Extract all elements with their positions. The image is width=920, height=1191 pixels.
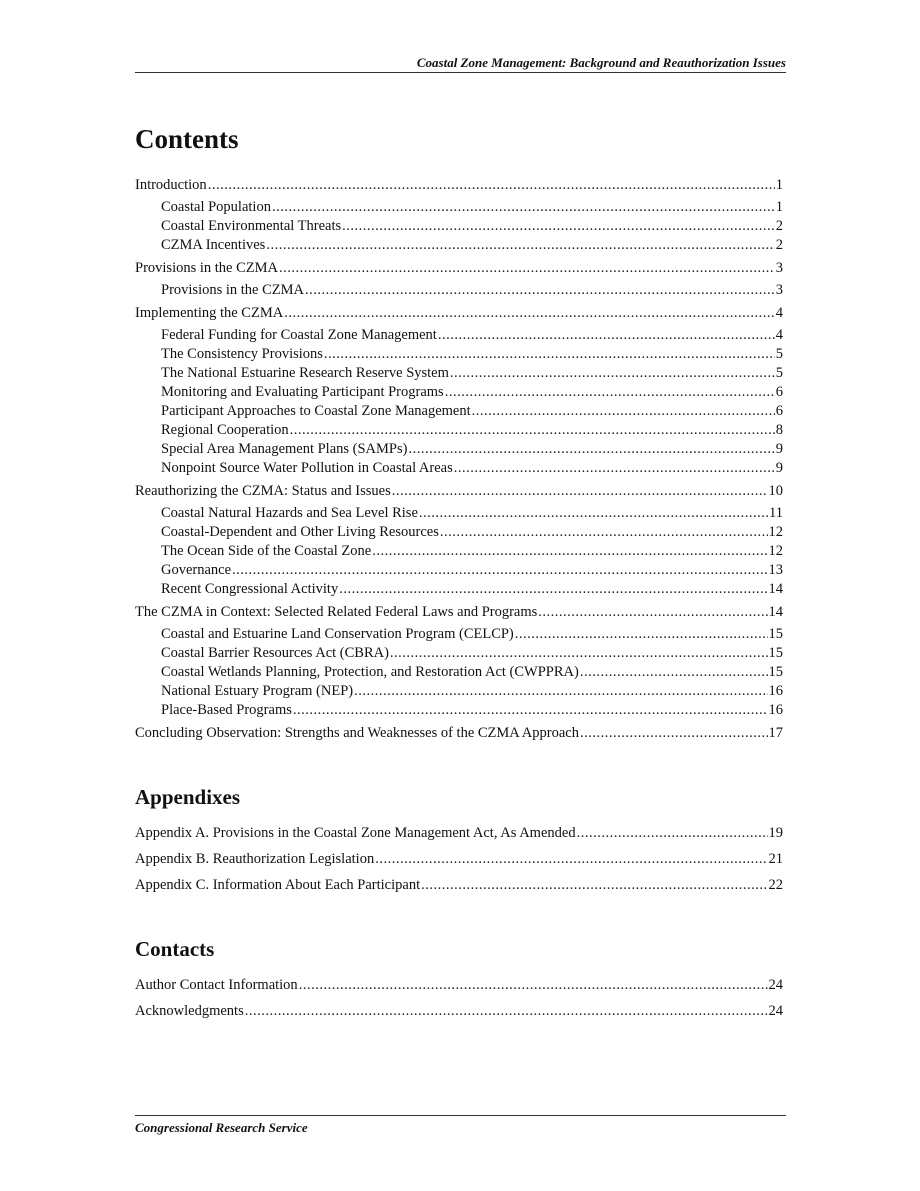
toc-entry-page: 9 (775, 441, 783, 457)
toc-entry[interactable] (161, 580, 783, 598)
toc-entry-title: Federal Funding for Coastal Zone Management (161, 327, 437, 343)
dot-leader (515, 625, 768, 643)
dot-leader (419, 504, 768, 522)
toc-entry-page: 15 (768, 664, 783, 680)
toc-entry-title: Concluding Observation: Strengths and Weaknesses of the CZMA Approach (135, 725, 579, 741)
toc-entry[interactable] (161, 625, 783, 643)
dot-leader (438, 326, 775, 344)
toc-entry-title: Governance (161, 562, 232, 578)
toc-entry-page: 13 (768, 562, 783, 578)
toc-entry-title: Provisions in the CZMA (161, 282, 304, 298)
toc-entry-page: 6 (775, 403, 783, 419)
toc-entry[interactable] (161, 236, 783, 254)
dot-leader (375, 850, 767, 868)
contents-title: Contents (135, 124, 239, 154)
toc-entry-title: Coastal Barrier Resources Act (CBRA) (161, 645, 389, 661)
toc-entry[interactable] (161, 701, 783, 719)
toc-entry-title: Introduction (135, 177, 207, 193)
toc-entry-title: Regional Cooperation (161, 422, 289, 438)
toc-entry[interactable] (135, 1002, 783, 1020)
toc-entry[interactable] (161, 364, 783, 382)
toc-entry[interactable] (161, 383, 783, 401)
dot-leader (450, 364, 775, 382)
dot-leader (472, 402, 775, 420)
toc-entry-page: 9 (775, 460, 783, 476)
toc-entry-title: Recent Congressional Activity (161, 581, 339, 597)
dot-leader (580, 724, 768, 742)
footer-divider (135, 1115, 786, 1116)
toc-entry[interactable] (135, 824, 783, 842)
toc-entry-title: The CZMA in Context: Selected Related Federal Laws and Programs (135, 604, 538, 620)
dot-leader (392, 482, 768, 500)
toc-entry-page: 4 (775, 327, 783, 343)
toc-entry-page: 14 (768, 581, 783, 597)
toc-entry[interactable] (135, 850, 783, 868)
toc-entry[interactable] (161, 682, 783, 700)
toc-entry[interactable] (161, 198, 783, 216)
dot-leader (272, 198, 775, 216)
toc-entry-title: Participant Approaches to Coastal Zone Management (161, 403, 471, 419)
toc-entry-title: The Consistency Provisions (161, 346, 323, 362)
dot-leader (290, 421, 775, 439)
toc-entry-page: 12 (768, 543, 783, 559)
toc-entry-page: 1 (775, 199, 783, 215)
toc-entry-title: Provisions in the CZMA (135, 260, 278, 276)
toc-entry-title: Acknowledgments (135, 1003, 244, 1019)
toc-entry-title: Appendix C. Information About Each Participant (135, 877, 421, 893)
dot-leader (577, 824, 768, 842)
dot-leader (339, 580, 767, 598)
toc-entry-page: 21 (768, 851, 783, 867)
toc-entry-page: 24 (768, 1003, 783, 1019)
toc-entry[interactable] (135, 176, 783, 194)
toc-entry[interactable] (161, 326, 783, 344)
toc-entry-title: CZMA Incentives (161, 237, 266, 253)
dot-leader (454, 459, 775, 477)
dot-leader (284, 304, 775, 322)
toc-entry-title: Author Contact Information (135, 977, 298, 993)
dot-leader (266, 236, 774, 254)
toc-entry[interactable] (161, 440, 783, 458)
toc-entry-page: 8 (775, 422, 783, 438)
dot-leader (390, 644, 768, 662)
toc-entry-page: 1 (775, 177, 783, 193)
dot-leader (354, 682, 767, 700)
toc-entry-title: Special Area Management Plans (SAMPs) (161, 441, 408, 457)
toc-entry-title: Coastal-Dependent and Other Living Resources (161, 524, 439, 540)
toc-entry-page: 22 (768, 877, 783, 893)
toc-entry-page: 14 (768, 604, 783, 620)
dot-leader (421, 876, 767, 894)
toc-entry[interactable] (135, 724, 783, 742)
toc-entry-page: 15 (768, 626, 783, 642)
toc-entry-title: Appendix B. Reauthorization Legislation (135, 851, 375, 867)
toc-entry[interactable] (135, 603, 783, 621)
toc-entry-page: 16 (768, 702, 783, 718)
toc-entry-page: 24 (768, 977, 783, 993)
dot-leader (445, 383, 775, 401)
toc-entry[interactable] (135, 482, 783, 500)
toc-entry-title: Implementing the CZMA (135, 305, 284, 321)
toc-entry-title: Coastal Population (161, 199, 271, 215)
appendixes-title: Appendixes (135, 785, 241, 809)
toc-entry-page: 16 (768, 683, 783, 699)
toc-entry-title: Reauthorizing the CZMA: Status and Issues (135, 483, 391, 499)
toc-entry-page: 3 (775, 282, 783, 298)
toc-entry[interactable] (161, 644, 783, 662)
toc-entry[interactable] (161, 561, 783, 579)
running-header: Coastal Zone Management: Background and Reauthorization Issues (416, 55, 786, 70)
dot-leader (538, 603, 767, 621)
toc-entry[interactable] (161, 217, 783, 235)
toc-entry[interactable] (161, 523, 783, 541)
toc-entry[interactable] (161, 281, 783, 299)
dot-leader (580, 663, 768, 681)
toc-entry[interactable] (161, 402, 783, 420)
toc-entry-title: Monitoring and Evaluating Participant Programs (161, 384, 444, 400)
toc-entry-page: 4 (775, 305, 783, 321)
dot-leader (279, 259, 775, 277)
dot-leader (232, 561, 767, 579)
toc-entry-page: 2 (775, 237, 783, 253)
toc-entry-page: 3 (775, 260, 783, 276)
dot-leader (245, 1002, 768, 1020)
dot-leader (208, 176, 775, 194)
dot-leader (440, 523, 768, 541)
toc-entry-page: 19 (768, 825, 783, 841)
toc-entry[interactable] (161, 345, 783, 363)
running-footer: Congressional Research Service (135, 1120, 308, 1135)
toc-entry-title: Coastal Environmental Threats (161, 218, 342, 234)
toc-entry-title: National Estuary Program (NEP) (161, 683, 354, 699)
toc-entry[interactable] (135, 304, 783, 322)
toc-entry[interactable] (161, 459, 783, 477)
toc-entry[interactable] (161, 504, 783, 522)
toc-entry-page: 11 (769, 505, 783, 521)
toc-entry[interactable] (161, 663, 783, 681)
contacts-title: Contacts (135, 937, 215, 961)
toc-entry-page: 10 (768, 483, 783, 499)
toc-entry-title: Place-Based Programs (161, 702, 292, 718)
toc-entry[interactable] (161, 421, 783, 439)
header-divider (135, 72, 786, 73)
toc-entry[interactable] (161, 542, 783, 560)
toc-entry-title: Coastal and Estuarine Land Conservation Program (CELCP) (161, 626, 514, 642)
toc-entry-title: Coastal Wetlands Planning, Protection, and Restoration Act (CWPPRA) (161, 664, 579, 680)
toc-entry-page: 17 (768, 725, 783, 741)
dot-leader (299, 976, 768, 994)
toc-entry[interactable] (135, 259, 783, 277)
dot-leader (305, 281, 775, 299)
toc-entry-page: 6 (775, 384, 783, 400)
dot-leader (408, 440, 774, 458)
toc-entry-page: 5 (775, 365, 783, 381)
toc-entry-title: Nonpoint Source Water Pollution in Coastal Areas (161, 460, 453, 476)
toc-entry[interactable] (135, 876, 783, 894)
toc-entry-page: 12 (768, 524, 783, 540)
dot-leader (324, 345, 775, 363)
toc-entry-title: The Ocean Side of the Coastal Zone (161, 543, 372, 559)
toc-entry-title: Coastal Natural Hazards and Sea Level Rise (161, 505, 418, 521)
toc-entry-page: 5 (775, 346, 783, 362)
dot-leader (293, 701, 768, 719)
toc-entry-page: 2 (775, 218, 783, 234)
toc-entry-title: The National Estuarine Research Reserve System (161, 365, 449, 381)
dot-leader (342, 217, 775, 235)
toc-entry-page: 15 (768, 645, 783, 661)
toc-entry[interactable] (135, 976, 783, 994)
toc-entry-title: Appendix A. Provisions in the Coastal Zone Management Act, As Amended (135, 825, 576, 841)
dot-leader (372, 542, 767, 560)
